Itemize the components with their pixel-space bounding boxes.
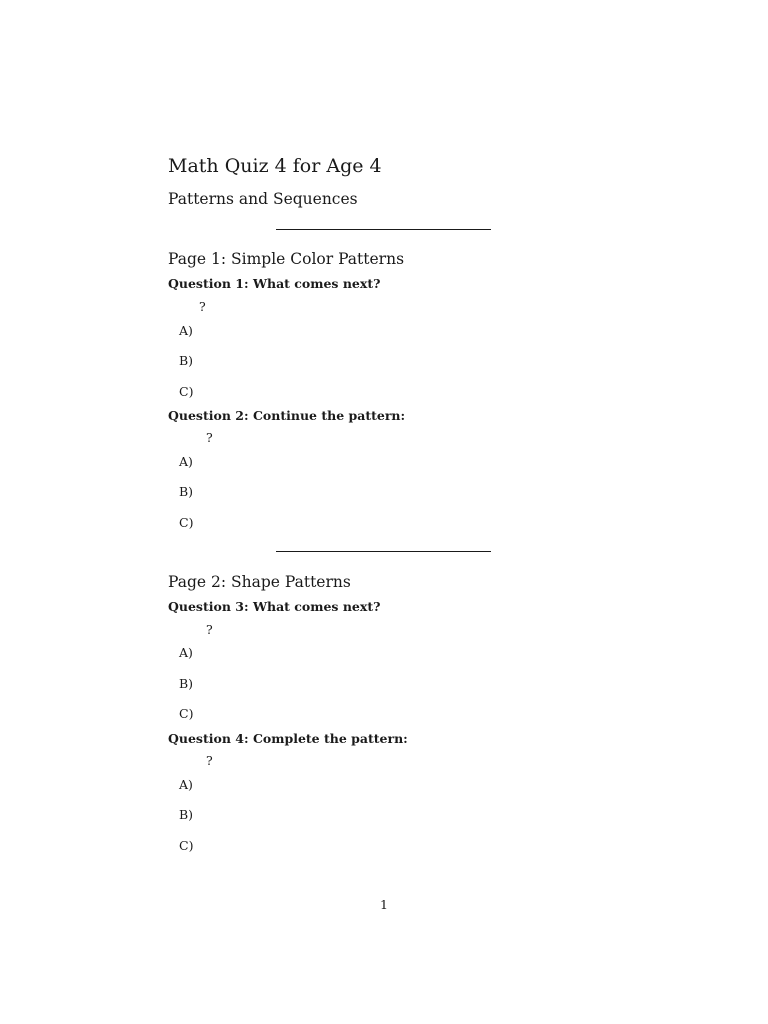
divider-rule-middle	[276, 551, 491, 552]
question-3	[168, 599, 380, 614]
section-heading-2: Page 2: Shape Patterns	[168, 573, 351, 591]
question-3-option-b[interactable]: B)	[179, 676, 194, 691]
question-4	[168, 731, 408, 746]
question-1-option-b[interactable]: B)	[179, 353, 194, 368]
question-1-pattern-mark: ?	[199, 299, 206, 314]
question-2-prompt: Continue the pattern:	[252, 408, 406, 423]
section-heading-1: Page 1: Simple Color Patterns	[168, 250, 405, 268]
question-1-option-c[interactable]: C)	[179, 384, 194, 399]
question-4-prompt: Complete the pattern:	[252, 731, 408, 746]
question-3-label: Question 3:	[168, 599, 249, 614]
divider-rule-top	[276, 229, 491, 230]
question-3-option-c[interactable]: C)	[179, 706, 194, 721]
question-3-option-a[interactable]: A)	[179, 645, 193, 660]
question-2-option-c[interactable]: C)	[179, 515, 194, 530]
document-subtitle: Patterns and Sequences	[168, 190, 358, 208]
question-4-option-b[interactable]: B)	[179, 807, 194, 822]
question-2-option-b[interactable]: B)	[179, 484, 194, 499]
question-1-label: Question 1:	[168, 276, 249, 291]
question-2-label: Question 2:	[168, 408, 249, 423]
question-3-pattern-mark: ?	[206, 622, 213, 637]
document-title: Math Quiz 4 for Age 4	[168, 155, 382, 177]
question-4-option-a[interactable]: A)	[179, 777, 193, 792]
question-1	[168, 276, 380, 291]
question-4-label: Question 4:	[168, 731, 249, 746]
question-4-pattern-mark: ?	[206, 753, 213, 768]
question-3-prompt: What comes next?	[252, 599, 381, 614]
question-2	[168, 408, 405, 423]
question-1-prompt: What comes next?	[252, 276, 381, 291]
question-1-option-a[interactable]: A)	[179, 323, 193, 338]
question-4-option-c[interactable]: C)	[179, 838, 194, 853]
question-2-pattern-mark: ?	[206, 430, 213, 445]
question-2-option-a[interactable]: A)	[179, 454, 193, 469]
page-number: 1	[380, 897, 388, 912]
